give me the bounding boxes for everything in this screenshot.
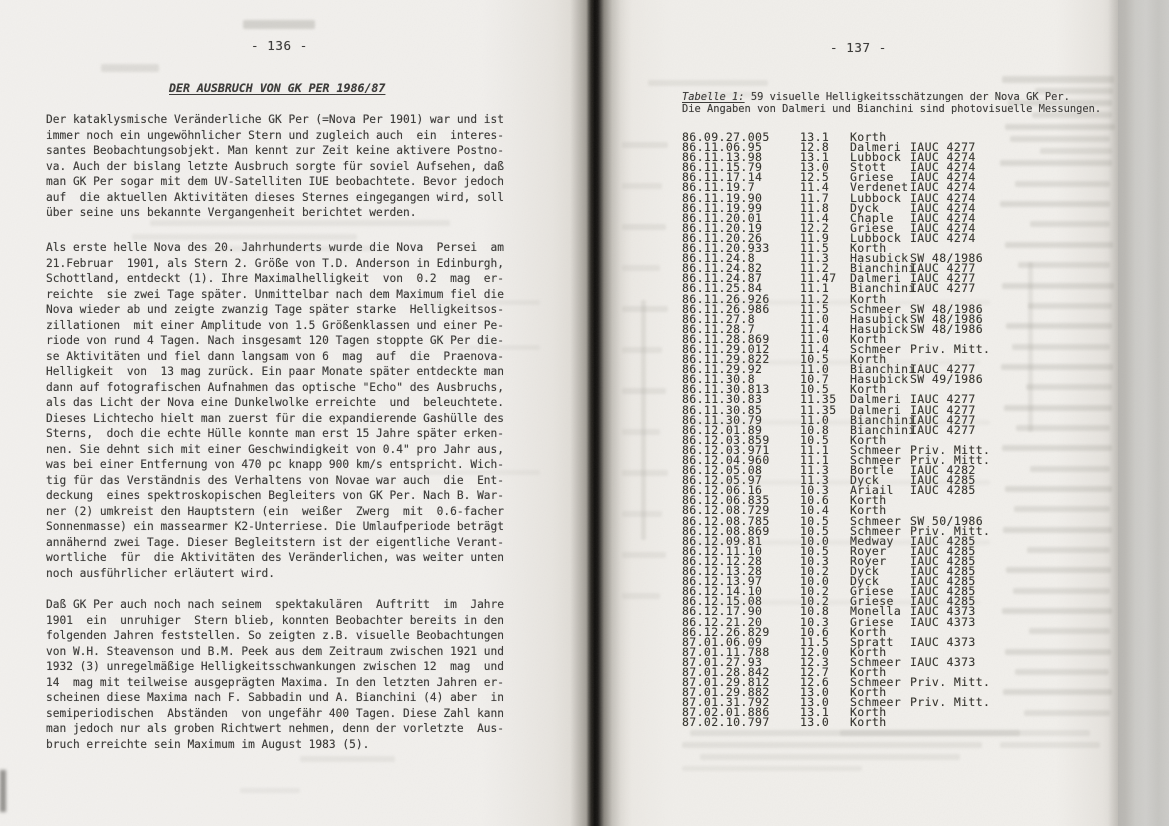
text-line: tig für das Verständnis des Verhaltens von Novae war auch die Ent-: [46, 473, 505, 487]
obs-date: 86.11.29.822: [682, 352, 770, 367]
obs-source: Priv. Mitt.: [910, 675, 991, 690]
obs-observer: Schmeer: [850, 675, 902, 690]
obs-source: IAUC 4274: [910, 170, 976, 185]
obs-magnitude: 11.1: [800, 442, 830, 457]
obs-magnitude: 12.2: [800, 220, 830, 235]
obs-magnitude: 10.5: [800, 382, 830, 397]
text-line: Daß GK Per auch noch nach seinem spektakulären Auftritt im Jahre: [46, 598, 505, 611]
obs-source: IAUC 4277: [910, 422, 976, 437]
text-line: auf die aktuellen Aktivitäten dieses Sternes eingegangen wird, soll: [46, 190, 505, 204]
obs-magnitude: 11.4: [800, 210, 830, 225]
page-number-left: - 136 -: [251, 38, 308, 53]
text-line: 1932 (3) unregelmäßige Helligkeitsschwankungen zwischen 12 mag und: [46, 660, 505, 673]
obs-magnitude: 11.47: [800, 271, 837, 286]
obs-date: 86.12.05.08: [682, 463, 763, 478]
obs-source: IAUC 4277: [910, 362, 976, 377]
obs-observer: Royer: [850, 543, 887, 558]
obs-magnitude: 10.6: [800, 624, 830, 639]
table-caption-line2: Die Angaben von Dalmeri und Bianchini sind photovisuelle Messungen.: [682, 102, 1102, 115]
page-number-right: - 137 -: [830, 40, 887, 55]
obs-source: IAUC 4274: [910, 160, 976, 175]
obs-observer: Spratt: [850, 634, 894, 649]
obs-magnitude: 10.7: [800, 372, 830, 387]
obs-date: 86.11.19.99: [682, 200, 763, 215]
obs-date: 86.12.05.97: [682, 473, 763, 488]
text-line: was bei einer Entfernung von 470 pc knapp 900 km/s entspricht. Wich-: [46, 458, 505, 471]
obs-observer: Schmeer: [850, 523, 902, 538]
obs-date: 86.11.24.8: [682, 251, 756, 266]
obs-observer: Korth: [850, 503, 887, 518]
obs-observer: Chaple: [850, 210, 894, 225]
obs-magnitude: 12.8: [800, 140, 830, 155]
obs-date: 86.12.13.97: [682, 574, 763, 589]
obs-observer: Hasubick: [850, 372, 909, 387]
obs-observer: Ariail: [850, 483, 894, 498]
obs-observer: Hasubick: [850, 251, 909, 266]
obs-source: IAUC 4274: [910, 180, 976, 195]
obs-magnitude: 11.0: [800, 362, 830, 377]
obs-date: 86.11.15.79: [682, 160, 763, 175]
obs-magnitude: 10.3: [800, 483, 830, 498]
obs-magnitude: 10.8: [800, 604, 830, 619]
obs-observer: Dyck: [850, 200, 880, 215]
obs-observer: Lubbock: [850, 150, 902, 165]
obs-observer: Schmeer: [850, 695, 902, 710]
obs-observer: Korth: [850, 241, 887, 256]
obs-date: 86.12.09.81: [682, 533, 763, 548]
obs-source: IAUC 4373: [910, 654, 976, 669]
obs-date: 86.12.01.89: [682, 422, 763, 437]
obs-magnitude: 10.4: [800, 503, 830, 518]
obs-date: 86.11.28.869: [682, 331, 770, 346]
text-line: man GK Per sogar mit dem UV-Satelliten IUE beobachtete. Bevor jedoch: [46, 175, 505, 188]
obs-date: 86.11.20.26: [682, 230, 763, 245]
obs-source: Priv. Mitt.: [910, 523, 991, 538]
obs-source: IAUC 4285: [910, 543, 976, 558]
obs-magnitude: 11.1: [800, 281, 830, 296]
obs-magnitude: 13.1: [800, 150, 830, 165]
obs-observer: Schmeer: [850, 513, 902, 528]
obs-magnitude: 11.3: [800, 251, 830, 266]
text-line: über seine uns bekannte Vergangenheit berichtet werden.: [46, 206, 417, 219]
obs-magnitude: 11.4: [800, 341, 830, 356]
obs-date: 86.12.06.16: [682, 483, 763, 498]
obs-source: IAUC 4285: [910, 564, 976, 579]
obs-date: 86.11.20.01: [682, 210, 763, 225]
obs-observer: Korth: [850, 130, 887, 144]
obs-source: IAUC 4274: [910, 150, 976, 165]
obs-observer: Korth: [850, 624, 887, 639]
obs-source: IAUC 4285: [910, 594, 976, 609]
obs-magnitude: 10.5: [800, 432, 830, 447]
obs-date: 86.11.24.87: [682, 271, 763, 286]
obs-source: IAUC 4277: [910, 261, 976, 276]
obs-source: IAUC 4285: [910, 533, 976, 548]
obs-magnitude: 10.5: [800, 513, 830, 528]
obs-date: 86.11.19.7: [682, 180, 756, 195]
obs-observer: Schmeer: [850, 654, 902, 669]
obs-magnitude: 11.0: [800, 331, 830, 346]
obs-magnitude: 13.0: [800, 685, 830, 700]
obs-observer: Royer: [850, 553, 887, 568]
text-line: folgenden Jahren feststellen. So zeigten z.B. visuelle Beobachtungen: [46, 629, 505, 642]
obs-magnitude: 10.8: [800, 422, 830, 437]
obs-source: SW 49/1986: [910, 372, 984, 387]
obs-source: IAUC 4285: [910, 473, 976, 488]
obs-source: SW 48/1986: [910, 321, 984, 336]
obs-magnitude: 11.8: [800, 200, 830, 215]
obs-date: 86.12.13.28: [682, 564, 763, 579]
obs-observer: Korth: [850, 644, 887, 659]
text-line: zillationen mit einer Amplitude von 1.5 Größenklassen und einer Pe-: [46, 318, 505, 332]
obs-observer: Bianchini: [850, 412, 916, 427]
obs-date: 87.01.27.93: [682, 654, 763, 669]
obs-date: 86.11.27.8: [682, 311, 756, 326]
obs-observer: Korth: [850, 705, 887, 720]
obs-date: 86.12.14.10: [682, 584, 763, 599]
obs-source: IAUC 4285: [910, 483, 976, 498]
text-line: 14 mag mit teilweise ausgeprägten Maxima. In den letzten Jahren er-: [46, 675, 505, 689]
obs-date: 86.12.06.835: [682, 493, 770, 508]
obs-date: 86.11.30.83: [682, 392, 763, 407]
text-line: 1901 ein unruhiger Stern blieb, konnten Beobachter bereits in den: [46, 613, 505, 627]
text-line: semiperiodischen Abständen von ungefähr 400 Tagen. Diese Zahl kann: [46, 706, 505, 720]
obs-observer: Korth: [850, 493, 887, 508]
obs-observer: Griese: [850, 594, 894, 609]
obs-date: 86.12.15.08: [682, 594, 763, 609]
obs-date: 86.11.19.90: [682, 190, 763, 205]
obs-date: 86.12.26.829: [682, 624, 770, 639]
text-line: santes Beobachtungsobjekt. Man kennt zur Zeit keine aktivere Postno-: [46, 144, 505, 157]
text-line: scheinen diese Maxima nach F. Sabbadin und A. Bianchini (4) aber in: [46, 691, 505, 704]
obs-magnitude: 10.0: [800, 574, 830, 589]
obs-magnitude: 10.2: [800, 594, 830, 609]
obs-magnitude: 10.5: [800, 352, 830, 367]
obs-magnitude: 11.0: [800, 412, 830, 427]
text-line: Sonnenmasse) ein massearmer K2-Unterriese. Die Umlaufperiode beträgt: [46, 520, 505, 533]
obs-source: Priv. Mitt.: [910, 341, 991, 356]
obs-date: 87.01.06.09: [682, 634, 763, 649]
paragraph-3: [46, 597, 504, 752]
text-line: noch ausführlicher erläutert wird.: [46, 566, 276, 580]
obs-date: 86.11.20.19: [682, 220, 763, 235]
text-line: dann auf fotografischen Aufnahmen das optische "Echo" des Ausbruchs,: [46, 380, 505, 394]
obs-date: 86.09.27.005: [682, 130, 770, 144]
obs-source: IAUC 4373: [910, 634, 976, 649]
obs-date: 87.01.29.882: [682, 685, 770, 700]
text-line: von W.H. Steavenson und B.M. Peek aus dem Zeitraum zwischen 1921 und: [46, 644, 505, 658]
obs-magnitude: 10.2: [800, 564, 830, 579]
text-line: deckung eines spektroskopischen Begleiters von GK Per. Nach B. War-: [46, 489, 505, 502]
obs-date: 87.01.11.788: [682, 644, 770, 659]
obs-magnitude: 13.0: [800, 715, 830, 730]
text-line: bruch erreichte sein Maximum im August 1983 (5).: [46, 737, 370, 751]
obs-source: IAUC 4277: [910, 281, 976, 296]
table-row: [682, 715, 990, 730]
obs-observer: Bortle: [850, 463, 894, 478]
obs-observer: Korth: [850, 352, 887, 367]
obs-magnitude: 12.3: [800, 654, 830, 669]
obs-observer: Lubbock: [850, 230, 902, 245]
obs-observer: Schmeer: [850, 341, 902, 356]
obs-date: 86.12.17.90: [682, 604, 763, 619]
text-line: Als erste helle Nova des 20. Jahrhunderts wurde die Nova Persei am: [46, 241, 505, 254]
text-line: ner (2) umkreist den Hauptstern (ein weißer Zwerg mit 0.6-facher: [46, 504, 505, 518]
obs-magnitude: 12.5: [800, 170, 830, 185]
obs-source: IAUC 4285: [910, 553, 976, 568]
obs-source: IAUC 4277: [910, 402, 976, 417]
text-line: reichte sie zwei Tage später. Unmittelbar nach dem Maximum fiel die: [46, 287, 505, 301]
obs-date: 86.11.25.84: [682, 281, 763, 296]
obs-date: 86.11.30.79: [682, 412, 763, 427]
obs-source: IAUC 4285: [910, 574, 976, 589]
obs-magnitude: 11.7: [800, 190, 830, 205]
obs-date: 86.12.04.960: [682, 453, 770, 467]
obs-observer: Schmeer: [850, 442, 902, 457]
text-line: Der kataklysmische Veränderliche GK Per (=Nova Per 1901) war und ist: [46, 113, 505, 126]
obs-source: IAUC 4274: [910, 190, 976, 205]
text-line: Helligkeit von 13 mag zurück. Ein paar Monate später entdeckte man: [46, 365, 505, 378]
obs-source: SW 48/1986: [910, 251, 984, 266]
text-line: immer noch ein ungewöhnlicher Stern und zugleich auch ein interes-: [46, 128, 505, 142]
obs-observer: Dyck: [850, 574, 880, 589]
obs-magnitude: 10.5: [800, 523, 830, 538]
obs-date: 86.11.24.82: [682, 261, 763, 276]
text-line: Schottland, entdeckt (1). Ihre Maximalhelligkeit von 0.2 mag er-: [46, 272, 505, 285]
obs-date: 86.11.20.933: [682, 241, 770, 256]
obs-observer: Schmeer: [850, 301, 902, 316]
article-title: DER AUSBRUCH VON GK PER 1986/87: [169, 81, 386, 95]
obs-source: SW 48/1986: [910, 311, 984, 326]
obs-magnitude: 10.0: [800, 533, 830, 548]
table-caption-text: 59 visuelle Helligkeitsschätzungen der Nova GK Per.: [744, 91, 1070, 103]
obs-magnitude: 13.1: [800, 130, 830, 144]
obs-observer: Hasubick: [850, 321, 909, 336]
paragraph-1: [46, 112, 504, 221]
obs-observer: Bianchini: [850, 422, 916, 437]
obs-observer: Korth: [850, 664, 887, 679]
obs-date: 86.11.30.813: [682, 382, 770, 397]
obs-magnitude: 13.0: [800, 160, 830, 175]
obs-magnitude: 11.3: [800, 463, 830, 478]
obs-source: IAUC 4274: [910, 230, 976, 245]
obs-magnitude: 12.6: [800, 675, 830, 690]
text-line: wortliche für die Aktivitäten des Veränderlichen, was weiter unten: [46, 551, 505, 564]
table-caption-label: Tabelle 1:: [682, 91, 745, 103]
obs-source: IAUC 4274: [910, 210, 976, 225]
obs-date: 87.01.29.812: [682, 675, 770, 690]
text-line: nen. Sie dehnt sich mit einer Geschwindigkeit von 0.4" pro Jahr aus,: [46, 442, 505, 456]
obs-magnitude: 11.35: [800, 402, 837, 417]
text-line: 21.Februar 1901, als Stern 2. Größe von T.D. Anderson in Edinburgh,: [46, 256, 505, 270]
obs-date: 86.12.12.28: [682, 553, 763, 568]
obs-source: IAUC 4277: [910, 412, 976, 427]
obs-observer: Griese: [850, 170, 894, 185]
obs-magnitude: 11.2: [800, 291, 830, 306]
obs-observer: Hasubick: [850, 311, 909, 326]
obs-observer: Lubbock: [850, 190, 902, 205]
obs-date: 86.12.03.971: [682, 442, 770, 457]
obs-magnitude: 11.5: [800, 241, 830, 256]
obs-observer: Schmeer: [850, 453, 902, 467]
obs-date: 86.11.30.8: [682, 372, 756, 387]
obs-source: IAUC 4373: [910, 604, 976, 619]
obs-observer: Dalmeri: [850, 140, 902, 155]
obs-source: SW 50/1986: [910, 513, 984, 528]
obs-source: IAUC 4277: [910, 392, 976, 407]
obs-date: 86.11.26.986: [682, 301, 770, 316]
obs-magnitude: 11.3: [800, 473, 830, 488]
paragraph-2: [46, 240, 504, 581]
obs-magnitude: 11.5: [800, 634, 830, 649]
obs-observer: Korth: [850, 382, 887, 397]
obs-magnitude: 11.35: [800, 392, 837, 407]
obs-date: 86.11.26.926: [682, 291, 770, 306]
obs-magnitude: 10.3: [800, 614, 830, 629]
obs-observer: Dyck: [850, 564, 880, 579]
obs-date: 86.12.21.20: [682, 614, 763, 629]
obs-source: IAUC 4285: [910, 584, 976, 599]
obs-magnitude: 13.0: [800, 695, 830, 710]
obs-magnitude: 11.0: [800, 311, 830, 326]
text-line: Sterns, doch die echte Hülle konnte man erst 15 Jahre später erken-: [46, 427, 505, 440]
obs-magnitude: 10.3: [800, 553, 830, 568]
obs-source: Priv. Mitt.: [910, 695, 991, 710]
obs-observer: Dalmeri: [850, 402, 902, 417]
obs-observer: Stott: [850, 160, 887, 175]
obs-observer: Dalmeri: [850, 271, 902, 286]
obs-magnitude: 12.0: [800, 644, 830, 659]
text-line: va. Auch der bislang letzte Ausbruch sorgte für soviel Aufsehen, daß: [46, 159, 505, 173]
observation-table: [682, 132, 990, 728]
obs-observer: Korth: [850, 432, 887, 447]
obs-observer: Bianchini: [850, 281, 916, 296]
obs-observer: Bianchini: [850, 261, 916, 276]
obs-date: 86.11.06.95: [682, 140, 763, 155]
obs-source: Priv. Mitt.: [910, 453, 991, 467]
obs-date: 86.11.13.98: [682, 150, 763, 165]
obs-source: IAUC 4277: [910, 140, 976, 155]
obs-observer: Korth: [850, 291, 887, 306]
obs-magnitude: 11.2: [800, 261, 830, 276]
obs-date: 86.11.30.85: [682, 402, 763, 417]
obs-observer: Dyck: [850, 473, 880, 488]
obs-magnitude: 11.9: [800, 230, 830, 245]
obs-observer: Monella: [850, 604, 902, 619]
obs-magnitude: 11.4: [800, 180, 830, 195]
obs-date: 86.12.03.859: [682, 432, 770, 447]
obs-date: 87.02.10.797: [682, 715, 770, 730]
obs-magnitude: 11.4: [800, 321, 830, 336]
obs-date: 86.11.17.14: [682, 170, 763, 185]
obs-source: SW 48/1986: [910, 301, 984, 316]
obs-magnitude: 11.1: [800, 453, 830, 467]
text-line: Nova wieder ab und zeigte zwanzig Tage später starke Helligkeitsos-: [46, 303, 505, 316]
text-line: Dieses Lichtecho hielt man zuerst für die expandierende Gashülle des: [46, 411, 505, 425]
obs-date: 86.11.29.92: [682, 362, 763, 377]
obs-observer: Korth: [850, 715, 887, 730]
text-line: annähernd zwei Tage. Dieser Begleitstern ist der eigentliche Verant-: [46, 535, 505, 549]
obs-date: 86.12.08.729: [682, 503, 770, 518]
table-caption-line1: [682, 92, 1101, 104]
obs-observer: Griese: [850, 614, 894, 629]
obs-source: IAUC 4277: [910, 271, 976, 286]
obs-magnitude: 11.5: [800, 301, 830, 316]
text-line: se Aktivitäten und fiel dann langsam von 6 mag auf die Praenova-: [46, 349, 505, 363]
obs-magnitude: 12.7: [800, 664, 830, 679]
obs-date: 87.02.01.886: [682, 705, 770, 720]
text-line: riode von rund 4 Tagen. Nach insgesamt 120 Tagen stoppte GK Per die-: [46, 334, 505, 347]
obs-source: IAUC 4274: [910, 200, 976, 215]
obs-observer: Bianchini: [850, 362, 916, 377]
obs-source: IAUC 4282: [910, 463, 976, 478]
obs-observer: Dalmeri: [850, 392, 902, 407]
obs-observer: Griese: [850, 220, 894, 235]
obs-date: 86.12.08.785: [682, 513, 770, 528]
obs-date: 86.12.11.10: [682, 543, 763, 558]
table-caption: [682, 92, 1101, 115]
obs-magnitude: 10.2: [800, 584, 830, 599]
obs-source: IAUC 4274: [910, 220, 976, 235]
obs-observer: Griese: [850, 584, 894, 599]
obs-date: 87.01.31.792: [682, 695, 770, 710]
obs-source: Priv. Mitt.: [910, 442, 991, 457]
text-line: man jedoch nur als groben Richtwert nehmen, denn der vorletzte Aus-: [46, 722, 505, 735]
obs-date: 86.11.29.012: [682, 341, 770, 356]
obs-magnitude: 13.1: [800, 705, 830, 720]
text-line: als das Licht der Nova eine Dunkelwolke erreichte und beleuchtete.: [46, 396, 505, 409]
obs-magnitude: 10.6: [800, 493, 830, 508]
obs-date: 87.01.28.842: [682, 664, 770, 679]
obs-magnitude: 10.5: [800, 543, 830, 558]
obs-observer: Verdenet: [850, 180, 909, 195]
obs-source: IAUC 4373: [910, 614, 976, 629]
obs-observer: Medway: [850, 533, 894, 548]
obs-date: 86.12.08.869: [682, 523, 770, 538]
obs-observer: Korth: [850, 331, 887, 346]
obs-date: 86.11.28.7: [682, 321, 756, 336]
obs-observer: Korth: [850, 685, 887, 700]
